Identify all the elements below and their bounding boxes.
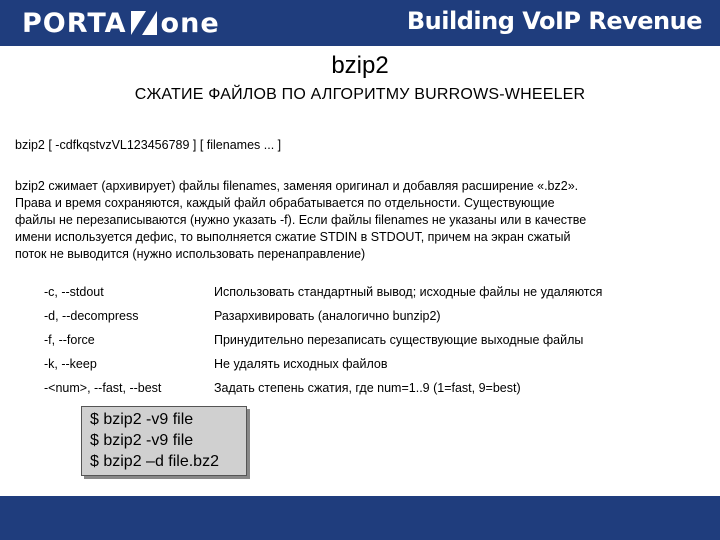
description-line: файлы не перезаписываются (нужно указать -f). Если файлы filenames не указаны или в качестве: [15, 213, 587, 227]
options-table: [44, 285, 704, 405]
command-example: $ bzip2 -v9 file: [90, 411, 194, 428]
portaone-logo: [22, 8, 220, 38]
logo-slash-icon: [131, 11, 157, 35]
option-row: [44, 381, 704, 405]
logo-text-right: one: [160, 7, 220, 39]
option-flag: -d, --decompress: [44, 309, 139, 323]
option-description: Использовать стандартный вывод; исходные файлы не удаляются: [214, 285, 603, 299]
slide-subtitle: СЖАТИЕ ФАЙЛОВ ПО АЛГОРИТМУ BURROWS-WHEELER: [134, 86, 586, 103]
option-description: Принудительно перезаписать существующие выходные файлы: [214, 333, 584, 347]
option-flag: -<num>, --fast, --best: [44, 381, 162, 395]
slide-title: bzip2: [331, 52, 389, 79]
option-description: Разархивировать (аналогично bunzip2): [214, 309, 441, 323]
description-line: bzip2 сжимает (архивирует) файлы filenames, заменяя оригинал и добавляя расширение «.bz2».: [15, 179, 579, 193]
description-text: [15, 178, 705, 263]
header-tagline: Building VoIP Revenue: [406, 7, 702, 35]
footer-bar: [0, 496, 720, 540]
description-line: имени используется дефис, то выполняется сжатие STDIN в STDOUT, причем на экран сжатый: [15, 230, 571, 244]
option-flag: -c, --stdout: [44, 285, 104, 299]
command-example: $ bzip2 -v9 file: [90, 432, 194, 449]
option-row: [44, 309, 704, 333]
header-bar: [0, 0, 720, 46]
command-example-box: [81, 406, 247, 476]
command-example: $ bzip2 –d file.bz2: [90, 453, 219, 470]
option-row: [44, 333, 704, 357]
description-line: поток не выводится (нужно использовать перенаправление): [15, 247, 366, 261]
command-synopsis: bzip2 [ -cdfkqstvzVL123456789 ] [ filenames ... ]: [15, 138, 282, 152]
option-description: Не удалять исходных файлов: [214, 357, 388, 371]
logo-text-left: PORTA: [22, 7, 127, 39]
option-row: [44, 357, 704, 381]
option-description: Задать степень сжатия, где num=1..9 (1=fast, 9=best): [214, 381, 521, 395]
option-row: [44, 285, 704, 309]
option-flag: -k, --keep: [44, 357, 97, 371]
description-line: Права и время сохраняются, каждый файл обрабатывается по отдельности. Существующие: [15, 196, 555, 210]
option-flag: -f, --force: [44, 333, 95, 347]
